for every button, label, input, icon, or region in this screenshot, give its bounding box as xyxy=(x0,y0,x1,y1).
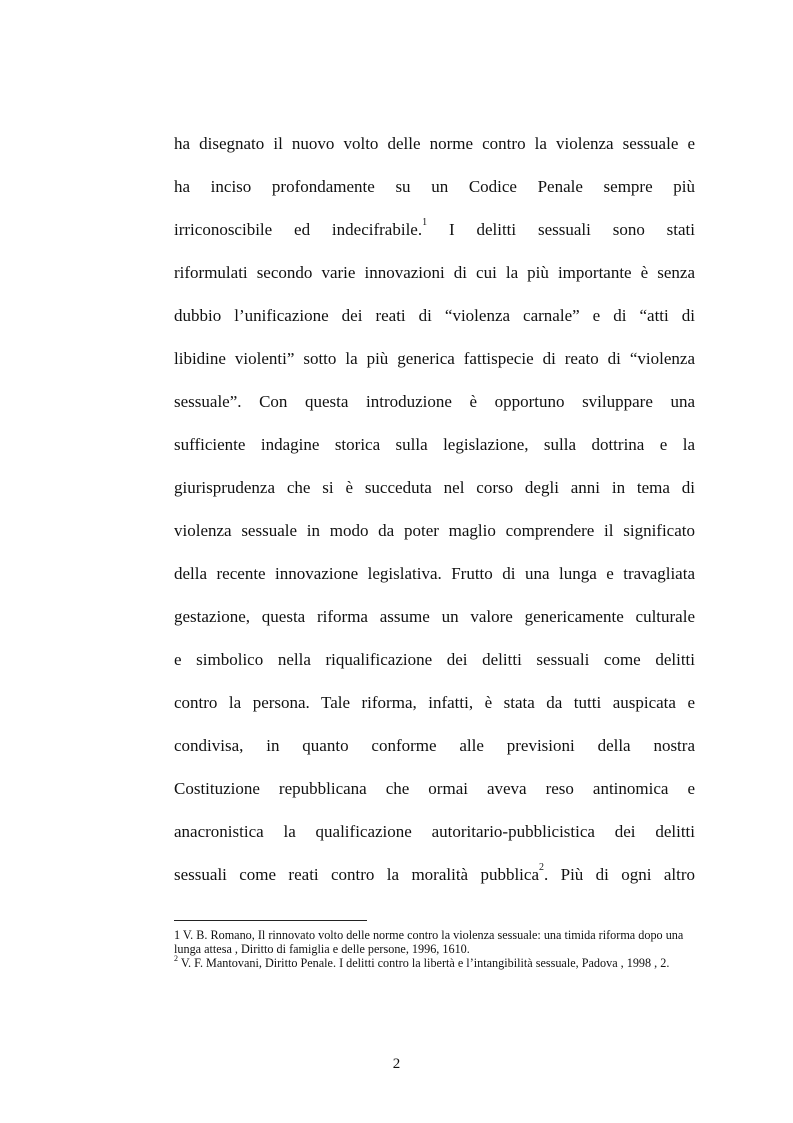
text-line xyxy=(174,724,695,767)
text-line xyxy=(174,165,695,208)
footnote-divider xyxy=(174,920,367,921)
line-text: Costituzione repubblicana che ormai aveva reso antinomica e xyxy=(174,779,695,798)
footnote-number: 1 xyxy=(174,928,181,942)
line-text: sessuali come reati contro la moralità pubblica xyxy=(174,865,539,884)
page-number: 2 xyxy=(392,1056,401,1072)
line-text: giurisprudenza che si è succeduta nel corso degli anni in tema di xyxy=(174,478,695,497)
footnote-1 xyxy=(174,928,695,956)
footnote-2 xyxy=(174,953,695,970)
text-line xyxy=(174,552,695,595)
footnote-marker: 2 xyxy=(539,862,544,874)
line-text: ha inciso profondamente su un Codice Penale sempre più xyxy=(174,177,695,196)
text-line xyxy=(174,595,695,638)
line-text: ha disegnato il nuovo volto delle norme contro la violenza sessuale e xyxy=(174,134,695,153)
line-text: gestazione, questa riforma assume un valore genericamente culturale xyxy=(174,607,695,626)
line-text: sessuale”. Con questa introduzione è opportuno sviluppare una xyxy=(174,392,695,411)
footnote-marker: 1 xyxy=(422,217,428,229)
line-text: e simbolico nella riqualificazione dei delitti sessuali come delitti xyxy=(174,650,695,669)
line-text: condivisa, in quanto conforme alle previsioni della nostra xyxy=(174,736,695,755)
line-text: violenza sessuale in modo da poter maglio comprendere il significato xyxy=(174,521,695,540)
line-text: della recente innovazione legislativa. Frutto di una lunga e travagliata xyxy=(174,564,695,583)
text-line xyxy=(174,681,695,724)
line-text: libidine violenti” sotto la più generica fattispecie di reato di “violenza xyxy=(174,349,695,368)
text-line xyxy=(174,294,695,337)
text-line xyxy=(174,208,695,251)
line-text: I delitti sessuali sono stati xyxy=(427,220,695,239)
text-line xyxy=(174,466,695,509)
footnote-text: V. F. Mantovani, Diritto Penale. I delitti contro la libertà e l’intangibilità sessuale, Padova , 1998 , 2. xyxy=(178,956,670,970)
line-text: sufficiente indagine storica sulla legislazione, sulla dottrina e la xyxy=(174,435,695,454)
text-line xyxy=(174,509,695,552)
text-line xyxy=(174,337,695,380)
text-line xyxy=(174,810,695,853)
text-line xyxy=(174,122,695,165)
text-line xyxy=(174,251,695,294)
line-text: dubbio l’unificazione dei reati di “violenza carnale” e di “atti di xyxy=(174,306,695,325)
line-text: riformulati secondo varie innovazioni di cui la più importante è senza xyxy=(174,263,695,282)
footnotes-section xyxy=(174,928,695,970)
text-line xyxy=(174,853,695,896)
text-line xyxy=(174,767,695,810)
footnote-text: V. B. Romano, Il rinnovato volto delle norme contro la violenza sessuale: una timida riforma dopo una lunga attesa , Diritto di famiglia e delle persone, 1996, 1610. xyxy=(174,928,684,956)
line-text: irriconoscibile ed indecifrabile. xyxy=(174,220,423,239)
line-text: anacronistica la qualificazione autoritario-pubblicistica dei delitti xyxy=(174,822,695,841)
text-line xyxy=(174,380,695,423)
text-line xyxy=(174,423,695,466)
text-line xyxy=(174,638,695,681)
footnote-number: 2 xyxy=(174,953,178,963)
line-text: . Più di ogni altro xyxy=(544,865,696,884)
body-paragraph xyxy=(174,122,695,896)
line-text: contro la persona. Tale riforma, infatti, è stata da tutti auspicata e xyxy=(174,693,695,712)
